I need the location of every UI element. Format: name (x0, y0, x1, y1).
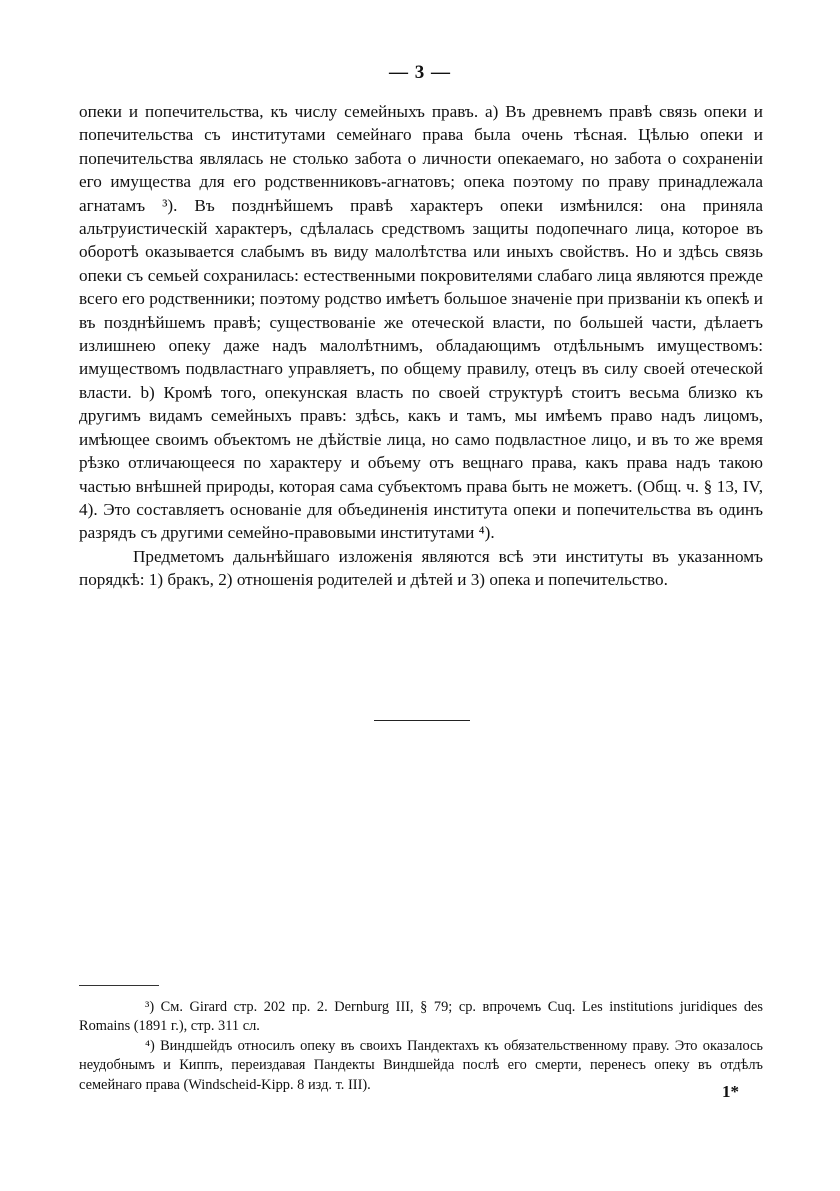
footnote-3: ³) См. Girard стр. 202 пр. 2. Dernburg III, § 79; ср. впрочемъ Cuq. Les institutions juridiques des Romains (1891 г.), стр. 311 сл. (79, 999, 763, 1035)
section-divider (374, 720, 470, 721)
paragraph-1: опеки и попечительства, къ числу семейныхъ правъ. a) Въ древнемъ правѣ связь опеки и попечительства съ институтами семейнаго права была очень тѣсная. Цѣлью опеки и попечительства являлась не столько забота о личности опекаемаго, но забота о сохраненiи его имущества для его родственниковъ-агнатовъ; опека поэтому по праву принадлежала агнатамъ ³). Въ позднѣйшемъ правѣ характеръ опеки измѣнился: она приняла альтруистическiй характеръ, сдѣлалась средствомъ защиты подопечнаго лица, которое въ оборотѣ оказывается слабымъ въ виду малолѣтства или иныхъ свойствъ. Но и здѣсь связь опеки съ семьей сохранилась: естественными покровителями слабаго лица являются прежде всего его родственники; поэтому родство имѣетъ большое значенiе при призванiи къ опекѣ и въ позднѣйшемъ правѣ; существованiе же отеческой власти, по большей части, дѣлаетъ излишнею опеку даже надъ малолѣтнимъ, обладающимъ отдѣльнымъ имуществомъ: имуществомъ подвластнаго управляетъ, по общему правилу, отецъ въ силу своей отеческой власти. b) Кромѣ того, опекунская власть по своей структурѣ стоитъ весьма близко къ другимъ видамъ семейныхъ правъ: здѣсь, какъ и тамъ, мы имѣемъ право надъ лицомъ, имѣющее своимъ объектомъ не дѣйствiе лица, но само подвластное лицо, и въ то же время рѣзко отличающееся по характеру и объему отъ вещнаго права, какъ права надъ такою частью внѣшней природы, которая сама субъектомъ права быть не можетъ. (Общ. ч. § 13, IV, 4). Это составляетъ основанiе для объединенiя института опеки и попечительства въ одинъ разрядъ съ другими семейно-правовыми институтами ⁴). (79, 102, 763, 543)
footnotes (79, 998, 763, 1095)
signature-mark: 1* (722, 1082, 739, 1101)
footnote-divider (79, 985, 159, 986)
paragraph-2: Предметомъ дальнѣйшаго изложенiя являются всѣ эти институты въ указанномъ порядкѣ: 1) бракъ, 2) отношенiя родителей и дѣтей и 3) опека и попечительство. (79, 546, 763, 590)
footnote-4: ⁴) Виндшейдъ относилъ опеку въ своихъ Пандектахъ къ обязательственному праву. Это оказалось неудобнымъ и Киппъ, переиздавая Пандекты Виндшейда послѣ его смерти, перенесъ опеку въ отдѣлъ семейнаго права (Windscheid-Kipp. 8 изд. т. III). (79, 1037, 763, 1093)
main-text (79, 100, 763, 592)
page-number: — 3 — (389, 62, 451, 83)
